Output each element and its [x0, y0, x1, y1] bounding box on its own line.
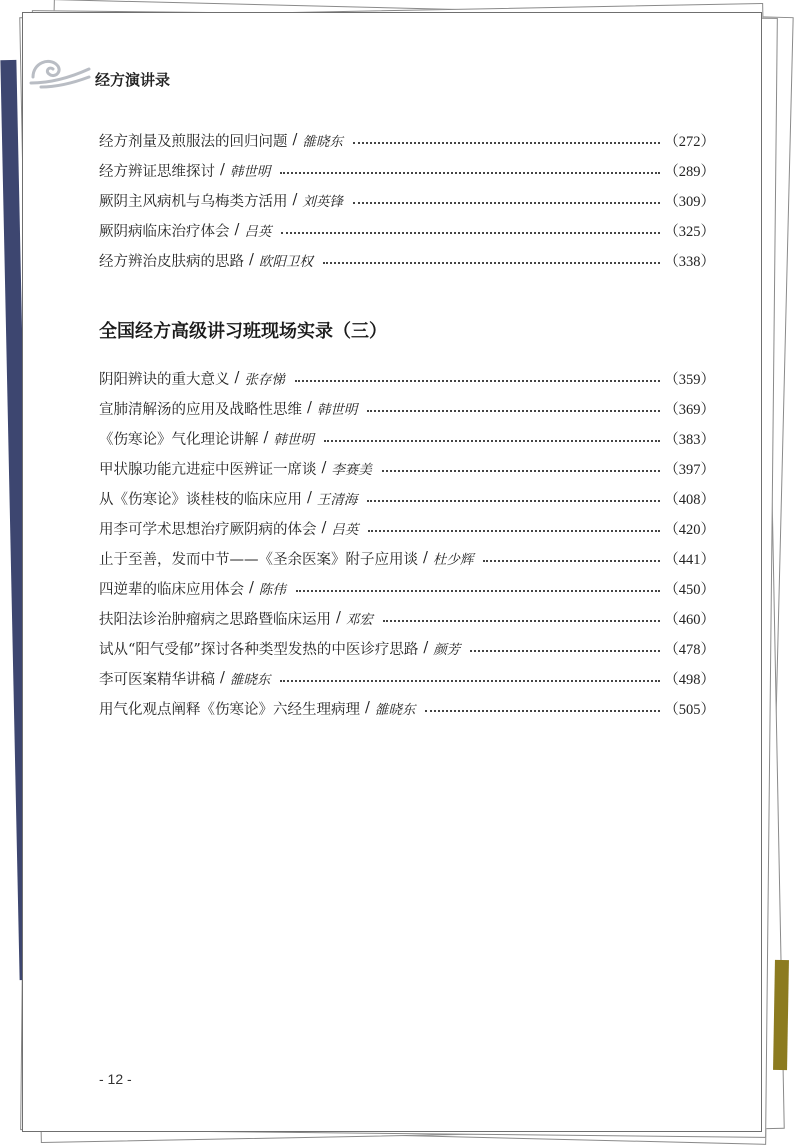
dot-leader	[296, 590, 660, 592]
entry-author: 邓宏	[345, 612, 373, 628]
entry-separator: /	[423, 640, 429, 656]
running-header-title: 经方演讲录	[95, 71, 171, 89]
entry-separator: /	[234, 370, 240, 386]
entry-page: （272）	[664, 133, 715, 150]
entry-title: 从《伤寒论》谈桂枝的临床应用	[99, 491, 302, 508]
entry-separator: /	[249, 252, 254, 268]
entry-author: 杜少辉	[432, 552, 474, 568]
entry-separator: /	[292, 192, 298, 208]
entry-author: 韩世明	[316, 402, 358, 418]
entry-author: 李赛美	[331, 462, 372, 478]
toc-entry[interactable]	[99, 693, 715, 723]
entry-separator: /	[307, 490, 312, 506]
dot-leader	[368, 530, 660, 532]
entry-author: 张存悌	[244, 372, 285, 388]
entry-page: （441）	[664, 551, 715, 568]
entry-title: 经方辨治皮肤病的思路	[99, 253, 244, 270]
toc-entry[interactable]	[99, 423, 715, 453]
entry-separator: /	[336, 610, 341, 626]
entry-title: 厥阴病临床治疗体会	[99, 223, 230, 240]
entry-author: 陈伟	[258, 582, 286, 598]
dot-leader	[323, 262, 660, 264]
dot-leader	[353, 142, 660, 144]
entry-title: 试从“阳气受郁”探讨各种类型发热的中医诊疗思路	[99, 641, 419, 658]
entry-title: 四逆辈的临床应用体会	[99, 581, 244, 598]
entry-separator: /	[321, 460, 327, 476]
entry-page: （478）	[664, 641, 715, 658]
entry-author: 吕英	[244, 224, 272, 240]
entry-title: 用气化观点阐释《伤寒论》六经生理病理	[99, 701, 360, 718]
entry-page: （408）	[664, 491, 715, 508]
cloud-logo-icon	[27, 43, 91, 89]
toc-entry[interactable]	[99, 215, 715, 245]
entry-author: 雒晓东	[374, 702, 416, 718]
entry-page: （338）	[664, 253, 715, 270]
entry-title: 经方剂量及煎服法的回归问题	[99, 133, 288, 150]
dot-leader	[483, 560, 660, 562]
toc-list-section-3	[99, 363, 715, 723]
toc-entry[interactable]	[99, 125, 715, 155]
dot-leader	[281, 232, 660, 234]
page-number: - 12 -	[99, 1071, 132, 1087]
dot-leader	[324, 440, 660, 442]
entry-author: 雒晓东	[229, 672, 271, 688]
dot-leader	[425, 710, 660, 712]
toc-list-continued	[99, 125, 715, 275]
dot-leader	[280, 680, 660, 682]
entry-title: 甲状腺功能亢进症中医辨证一席谈	[99, 461, 317, 478]
entry-page: （325）	[664, 223, 715, 240]
entry-page: （450）	[664, 581, 715, 598]
entry-page: （369）	[664, 401, 715, 418]
dot-leader	[353, 202, 660, 204]
toc-entry[interactable]	[99, 543, 715, 573]
entry-separator: /	[307, 400, 312, 416]
entry-title: 用李可学术思想治疗厥阴病的体会	[99, 521, 317, 538]
entry-title: 经方辨证思维探讨	[99, 163, 215, 180]
toc-entry[interactable]	[99, 603, 715, 633]
entry-title: 扶阳法诊治肿瘤病之思路暨临床运用	[99, 611, 331, 628]
dot-leader	[382, 470, 660, 472]
entry-title: 宣肺清解汤的应用及战略性思维	[99, 401, 302, 418]
entry-page: （397）	[664, 461, 715, 478]
entry-separator: /	[220, 162, 225, 178]
entry-title: 阴阳辨诀的重大意义	[99, 371, 230, 388]
entry-page: （359）	[664, 371, 715, 388]
dot-leader	[367, 410, 660, 412]
toc-entry[interactable]	[99, 155, 715, 185]
toc-entry[interactable]	[99, 573, 715, 603]
toc-entry[interactable]	[99, 453, 715, 483]
entry-separator: /	[292, 132, 298, 148]
entry-author: 雒晓东	[302, 134, 343, 150]
entry-page: （383）	[664, 431, 715, 448]
entry-title: 厥阴主风病机与乌梅类方活用	[99, 193, 288, 210]
entry-author: 颜芳	[433, 642, 461, 658]
entry-title: 止于至善，发而中节——《圣余医案》附子应用谈	[99, 551, 418, 568]
entry-page: （289）	[664, 163, 715, 180]
toc-entry[interactable]	[99, 633, 715, 663]
entry-separator: /	[423, 550, 428, 566]
dot-leader	[470, 650, 660, 652]
entry-separator: /	[249, 580, 254, 596]
dot-leader	[383, 620, 660, 622]
toc-entry[interactable]	[99, 185, 715, 215]
toc-entry[interactable]	[99, 483, 715, 513]
entry-page: （420）	[664, 521, 715, 538]
toc-entry[interactable]	[99, 663, 715, 693]
toc-entry[interactable]	[99, 393, 715, 423]
toc-entry[interactable]	[99, 245, 715, 275]
entry-page: （498）	[664, 671, 715, 688]
dot-leader	[295, 380, 660, 382]
entry-author: 王清海	[316, 492, 358, 508]
entry-title: 《伤寒论》气化理论讲解	[99, 431, 259, 448]
entry-separator: /	[263, 430, 269, 446]
entry-separator: /	[220, 670, 225, 686]
entry-author: 欧阳卫权	[258, 254, 313, 270]
entry-page: （460）	[664, 611, 715, 628]
dot-leader	[367, 500, 660, 502]
toc-entry[interactable]	[99, 513, 715, 543]
toc-entry[interactable]	[99, 363, 715, 393]
entry-page: （309）	[664, 193, 715, 210]
entry-separator: /	[234, 222, 240, 238]
entry-author: 韩世明	[273, 432, 314, 448]
page-edge-accent	[773, 960, 789, 1070]
section-heading: 全国经方高级讲习班现场实录（三）	[99, 321, 387, 342]
entry-separator: /	[321, 520, 327, 536]
entry-author: 韩世明	[229, 164, 271, 180]
entry-separator: /	[365, 700, 370, 716]
entry-title: 李可医案精华讲稿	[99, 671, 215, 688]
dot-leader	[280, 172, 660, 174]
document-page	[22, 12, 762, 1132]
entry-author: 刘英锋	[302, 194, 343, 210]
entry-author: 吕英	[331, 522, 359, 538]
entry-page: （505）	[664, 701, 715, 718]
